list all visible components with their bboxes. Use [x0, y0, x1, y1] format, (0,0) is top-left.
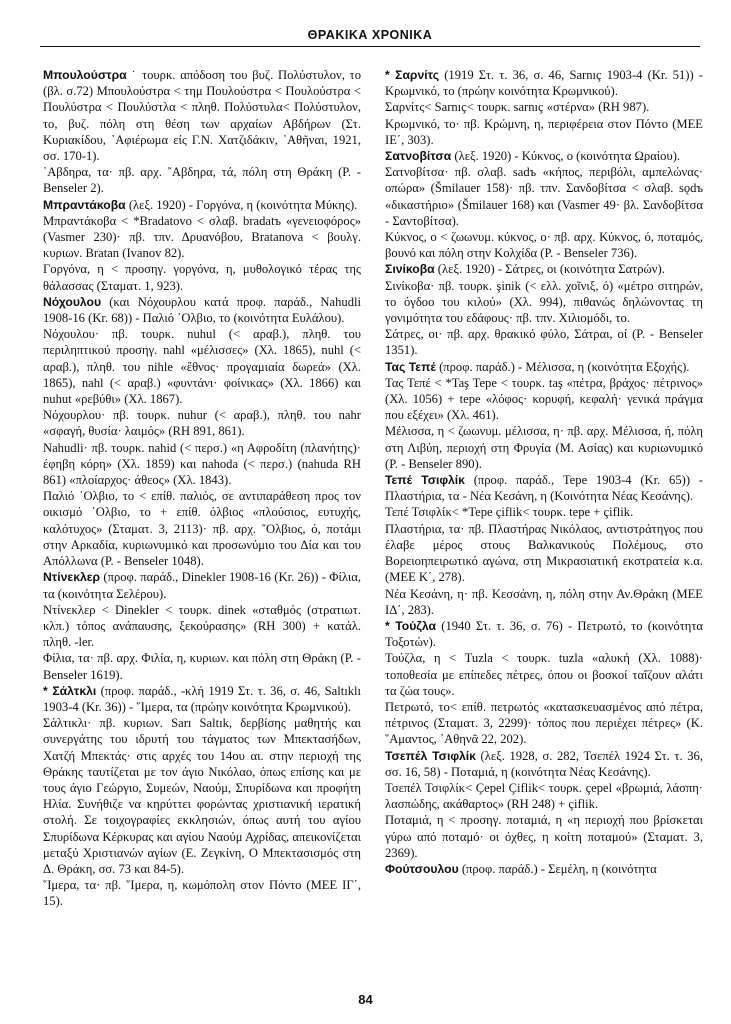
entry-text: Πλαστήρια, τα· πβ. Πλαστήρας Νικόλαος, αντιστράτηγος που έλαβε μέρος στους Βαλκανικούς Πολέμους, στο Βορειοηπειρωτικό αγώνα, στη Μικρασιατική εκστρατεία κ.α. (ΜΕΕ Κ΄, 278).: [385, 521, 703, 585]
entry-text: Κύκνος, ο < ζωωνυμ. κύκνος, ο· πβ. αρχ. Κύκνος, ό, ποταμός, βουνό και πόλη στην Κολχίδα (P. - Benseler 736).: [385, 230, 703, 261]
entry-text: Μπραντάκοβα < *Bradatovo < σλαβ. bradatъ «γενειοφόρος» (Vasmer 230)· πβ. τπν. Δρυανόβου, Bratanova < βουλγ. κυριων. Bratan (Ivanov 82).: [43, 213, 361, 261]
right-column: [385, 67, 703, 877]
dictionary-entry: [385, 359, 703, 375]
entry-text: (προφ. παράδ.) - Σεμέλη, η (κοινότητα: [461, 861, 657, 876]
entry-headword: Ντίνεκλερ: [43, 570, 101, 585]
dictionary-entry: [385, 116, 703, 148]
entry-text: (λεξ. 1920) - Γοργόνα, η (κοινότητα Μύκης).: [128, 197, 358, 212]
entry-headword: * Τούζλα: [385, 618, 437, 633]
entry-headword: Τσεπέλ Τσιφλίκ: [385, 748, 476, 763]
entry-text: (1919 Στ. τ. 36, σ. 46, Sarnıç 1903-4 (Kr. 51)) - Κρωμνικό, το (πρώην κοινότητα Κρωμνικού).: [385, 68, 703, 99]
entry-headword: Μπουλούστρα: [43, 68, 127, 82]
dictionary-entry: [43, 877, 361, 909]
dictionary-entry: [43, 294, 361, 326]
entry-text: ᾿Αβδηρα, τα· πβ. αρχ. ῎Αβδηρα, τά, πόλη στη Θράκη (P. - Benseler 2).: [43, 165, 361, 196]
dictionary-entry: [385, 812, 703, 861]
dictionary-entry: [43, 261, 361, 293]
entry-text: Ντίνεκλερ < Dinekler < τουρκ. dinek «σταθμός (στρατιωτ. κλπ.) τόπος ανάπαυσης, ξεκούρασης» (RH 300) + κατάλ. πληθ. -ler.: [43, 602, 361, 650]
entry-text: Νέα Κεσάνη, η· πβ. Κεσσάνη, η, πόλη στην Αν.Θράκη (ΜΕΕ ΙΔ΄, 283).: [385, 586, 703, 617]
journal-title: ΘΡΑΚΙΚΑ ΧΡΟΝΙΚΑ: [307, 28, 433, 42]
entry-text: Τας Τεπέ < *Taş Tepe < τουρκ. taş «πέτρα, βράχος· πέτρινος» (Χλ. 1056) + tepe «λόφος· κορυφή, κεφαλή· γενικά πράγμα που εξέχει» (Χλ. 461).: [385, 375, 703, 423]
entry-text: ῞Ιμερα, τα· πβ. ῞Ιμερα, η, κωμόπολη στον Πόντο (ΜΕΕ ΙΓ΄, 15).: [43, 878, 361, 909]
header-rule: [40, 46, 700, 47]
dictionary-entry: [43, 440, 361, 489]
dictionary-entry: [43, 569, 361, 601]
dictionary-entry: [385, 618, 703, 650]
dictionary-entry: [43, 715, 361, 877]
dictionary-entry: [385, 650, 703, 699]
dictionary-entry: [385, 164, 703, 229]
entry-text: (προφ. παράδ., Tepe 1903-4 (Kr. 65)) - Πλαστήρια, τα - Νέα Κεσάνη, η (Κοινότητα Νέας Κεσάνης).: [385, 473, 703, 504]
entry-text: Γοργόνα, η < προσηγ. γοργόνα, η, μυθολογικό τέρας της θάλασσας (Σταματ. 1, 923).: [43, 262, 361, 293]
dictionary-entry: [385, 699, 703, 748]
page-number: 84: [358, 992, 373, 1007]
entry-headword: Φούτσουλου: [385, 861, 459, 876]
dictionary-entry: [385, 780, 703, 812]
entry-text: Πετρωτό, το< επίθ. πετρωτός «κατασκευασμένος από πέτρα, πέτρινος (Σταματ. 3, 2299)· τόπος που περιέχει πέτρες» (Κ. ῞Αμαντος, ᾿Αθηνᾶ 22, 202).: [385, 699, 703, 747]
entry-headword: Σατνοβίτσα: [385, 149, 452, 164]
dictionary-entry: [385, 375, 703, 424]
entry-text: Τούζλα, η < Tuzla < τουρκ. tuzla «αλυκή (Χλ. 1088)· τοποθεσία με επίπεδες πέτρες, όπου οι βοσκοί ταΐζουν αλάτι τα ζώα τους».: [385, 651, 703, 698]
left-column: [43, 67, 361, 910]
dictionary-entry: [385, 423, 703, 472]
dictionary-entry: [385, 748, 703, 780]
dictionary-entry: [43, 67, 361, 164]
entry-headword: Τεπέ Τσιφλίκ: [385, 473, 465, 488]
dictionary-entry: [385, 261, 703, 277]
entry-text: Κρωμνικό, το· πβ. Κρώμνη, η, περιφέρεια στον Πόντο (ΜΕΕ ΙΕ΄, 303).: [385, 116, 703, 147]
dictionary-entry: [43, 164, 361, 196]
entry-text: Σινίκοβα· πβ. τουρκ. şinik (< ελλ. χοῖνιξ, ό) «μέτρο σιτηρών, το όγδοο του κιλού» (Χλ. 994), πιθανώς δηλώνοντας τη γονιμότητα του εδάφους· πβ. τπν. Χιλιομόδι, το.: [385, 278, 703, 326]
entry-text: Σαρνίτς< Sarnıç< τουρκ. sarnıç «στέρνα» (RH 987).: [385, 100, 650, 115]
entry-headword: Τας Τεπέ: [385, 359, 436, 374]
entry-text: Νόχουλου· πβ. τουρκ. nuhul (< αραβ.), πληθ. του περιληπτικού προσηγ. nahl «μέλισσες» (Χλ. 1865), nuhl (< αραβ.), πληθ. του nihle «ἔθνος· προγαμιαία δωρεά» (Χλ. 1865), nahl (< αραβ.) «φυντάνι· φοίνικας» (Χλ. 1866) και nuhut «ρεβύθι» (Χλ. 1867).: [43, 327, 361, 407]
entry-text: (λεξ. 1928, σ. 282, Τσεπέλ 1924 Στ. τ. 36, σσ. 16, 58) - Ποταμιά, η (κοινότητα Νέας Κεσάνης).: [385, 748, 704, 779]
entry-headword: * Σαρνίτς: [385, 68, 440, 82]
entry-text: Φίλια, τα· πβ. αρχ. Φιλία, η, κυριων. και πόλη στη Θράκη (P. - Benseler 1619).: [43, 651, 361, 682]
running-header: [40, 28, 700, 45]
entry-text: (λεξ. 1920) - Σάτρες, οι (κοινότητα Σατρών).: [437, 262, 665, 277]
dictionary-entry: [385, 148, 703, 164]
entry-text: Παλιό ᾿Ολβιο, το < επίθ. παλιός, σε αντιπαράθεση προς τον οικισμό ᾿Ολβιο, το + επίθ. όλβιος «πλούσιος, ευτυχής, καλότυχος» (Σταματ. 3, 2113)· πβ. αρχ. ῎Ολβιος, ό, ποτάμι στην Αρκαδία, κυριωνυμικό και προσωνύμιο του Δία και του Απόλλωνα (P. - Benseler 1048).: [43, 489, 361, 569]
entry-text: Νόχουρλου· πβ. τουρκ. nuhur (< αραβ.), πληθ. του nahr «σφαγή, θυσία· λαιμός» (RH 891, 861).: [43, 408, 361, 439]
entry-text: (και Νόχουρλου κατά προφ. παράδ., Nahudli 1908-16 (Kr. 68)) - Παλιό ᾿Ολβιο, το (κοινότητα Ευλάλου).: [43, 294, 361, 326]
entry-text: (λεξ. 1920) - Κύκνος, ο (κοινότητα Ωραίου).: [454, 149, 681, 164]
dictionary-entry: [385, 229, 703, 261]
dictionary-entry: [385, 326, 703, 358]
entry-text: (1940 Στ. τ. 36, σ. 76) - Πετρωτό, το (κοινότητα Τοξοτών).: [385, 618, 703, 650]
entry-text: Μέλισσα, η < ζωωνυμ. μέλισσα, η· πβ. αρχ. Μέλισσα, ή, πόλη στη Λιβύη, περιοχή στη Φρυγία (Μ. Ασίας) και κυριωνυμικό (P. - Benseler 890).: [385, 424, 703, 471]
dictionary-entry: [385, 521, 703, 586]
dictionary-entry: [385, 67, 703, 99]
entry-text: Nahudli· πβ. τουρκ. nahid (< περσ.) «η Αφροδίτη (πλανήτης)· έφηβη κόρη» (Χλ. 1859) και nahoda (< περσ.) (nahuda RH 861) «πλοίαρχος· άθεος» (Χλ. 1843).: [43, 440, 361, 488]
dictionary-entry: [385, 586, 703, 618]
entry-text: (προφ. παράδ., Dinekler 1908-16 (Kr. 26)) - Φίλια, τα (κοινότητα Σελέρου).: [43, 570, 361, 601]
dictionary-entry: [43, 488, 361, 569]
dictionary-entry: [43, 213, 361, 262]
entry-text: Τεπέ Τσιφλίκ< *Tepe çiflik< τουρκ. tepe + çiflik.: [385, 505, 634, 520]
dictionary-entry: [385, 861, 703, 877]
entry-headword: Νόχουλου: [43, 294, 102, 309]
dictionary-entry: [43, 602, 361, 651]
entry-text: Σάλτικλι· πβ. κυριων. Sarı Saltık, δερβίσης μαθητής και συνεργάτης του ιδρυτή του τάγματος των Μπεκτασήδων, Χατζή Μπεκτάς· στις αρχές του 14ου αι. στην περιοχή της Θράκης ταυτίζεται με τον άγιο Νικόλαο, όπως επίσης και με τους άγιο Γεώργιο, Συμεών, Ναούμ, Σπυρίδωνα και προφήτη Ηλία. Συνήθιζε να κηρύττει φορώντας χριστιανική ιερατική στολή. Σε τοιχογραφίες εκκλησιών, όπως αυτή του αγίου Σπυρίδωνα Κέρκυρας και αγίου Ναούμ Αχρίδας, απεικονίζεται μεταξύ Χριστιανών αγίων (Ε. Ζεγκίνη, Ο Μπεκτασισμός στη Δ. Θράκη, σσ. 73 και 84-5).: [43, 716, 361, 876]
dictionary-entry: [43, 197, 361, 213]
dictionary-entry: [385, 472, 703, 504]
entry-text: Ποταμιά, η < προσηγ. ποταμιά, η «η περιοχή που βρίσκεται γύρω από ποταμό· οι όχθες, η κοίτη ποταμού» (Σταματ. 3, 2369).: [385, 813, 703, 860]
entry-headword: * Σάλτκλι: [43, 683, 97, 698]
entry-text: (προφ. παράδ., -κλή 1919 Στ. τ. 36, σ. 46, Saltıklı 1903-4 (Kr. 36)) - ῞Ιμερα, τα (πρώην κοινότητα Κρωμνικού).: [43, 683, 361, 714]
dictionary-entry: [385, 99, 703, 115]
dictionary-entry: [43, 650, 361, 682]
entry-text: ˙ τουρκ. απόδοση του βυζ. Πολύστυλον, το (βλ. σ.72) Μπουλούστρα < τημ Πουλούστρα < Πουλούστρα < Πουλύστρα < Πουλύστλα < πληθ. Πολύστυλα< Πολύστυλον, το, βυζ. πόλη στη θέση των αρχαίων Αβδήρων (Στ. Κυριακίδου, ᾿Αφιέρωμα είς Γ.Ν. Χατζιδάκιν, ᾿Αθῆναι, 1921, σσ. 170-1).: [43, 68, 361, 164]
dictionary-entry: [385, 278, 703, 327]
dictionary-entry: [385, 504, 703, 520]
dictionary-entry: [43, 407, 361, 439]
entry-text: Σάτρες, οι· πβ. αρχ. θρακικό φύλο, Σάτραι, οί (P. - Benseler 1351).: [385, 327, 703, 358]
entry-headword: Σινίκοβα: [385, 262, 435, 277]
dictionary-entry: [43, 683, 361, 715]
entry-text: Σατνοβίτσα· πβ. σλαβ. sadъ «κήπος, περιβόλι, αμπελώνας· οπώρα» (Šmilauer 158)· πβ. τπν. Σανδοβίτσα < σλαβ. sǫdъ «δικαστήριο» (Šmilauer 168) και (Vasmer 49· βλ. Σανδοβίτσα - Σαντοβίτσα).: [385, 165, 703, 228]
entry-text: (προφ. παράδ.) - Μέλισσα, η (κοινότητα Εξοχής).: [439, 359, 690, 374]
entry-headword: Μπραντάκοβα: [43, 197, 126, 212]
dictionary-entry: [43, 326, 361, 407]
entry-text: Τσεπέλ Τσιφλίκ< Çepel Çiflik< τουρκ. çepel «βρωμιά, λάσπη· λασπώδης, ακάθαρτος» (RH 248) + çiflik.: [385, 780, 703, 812]
